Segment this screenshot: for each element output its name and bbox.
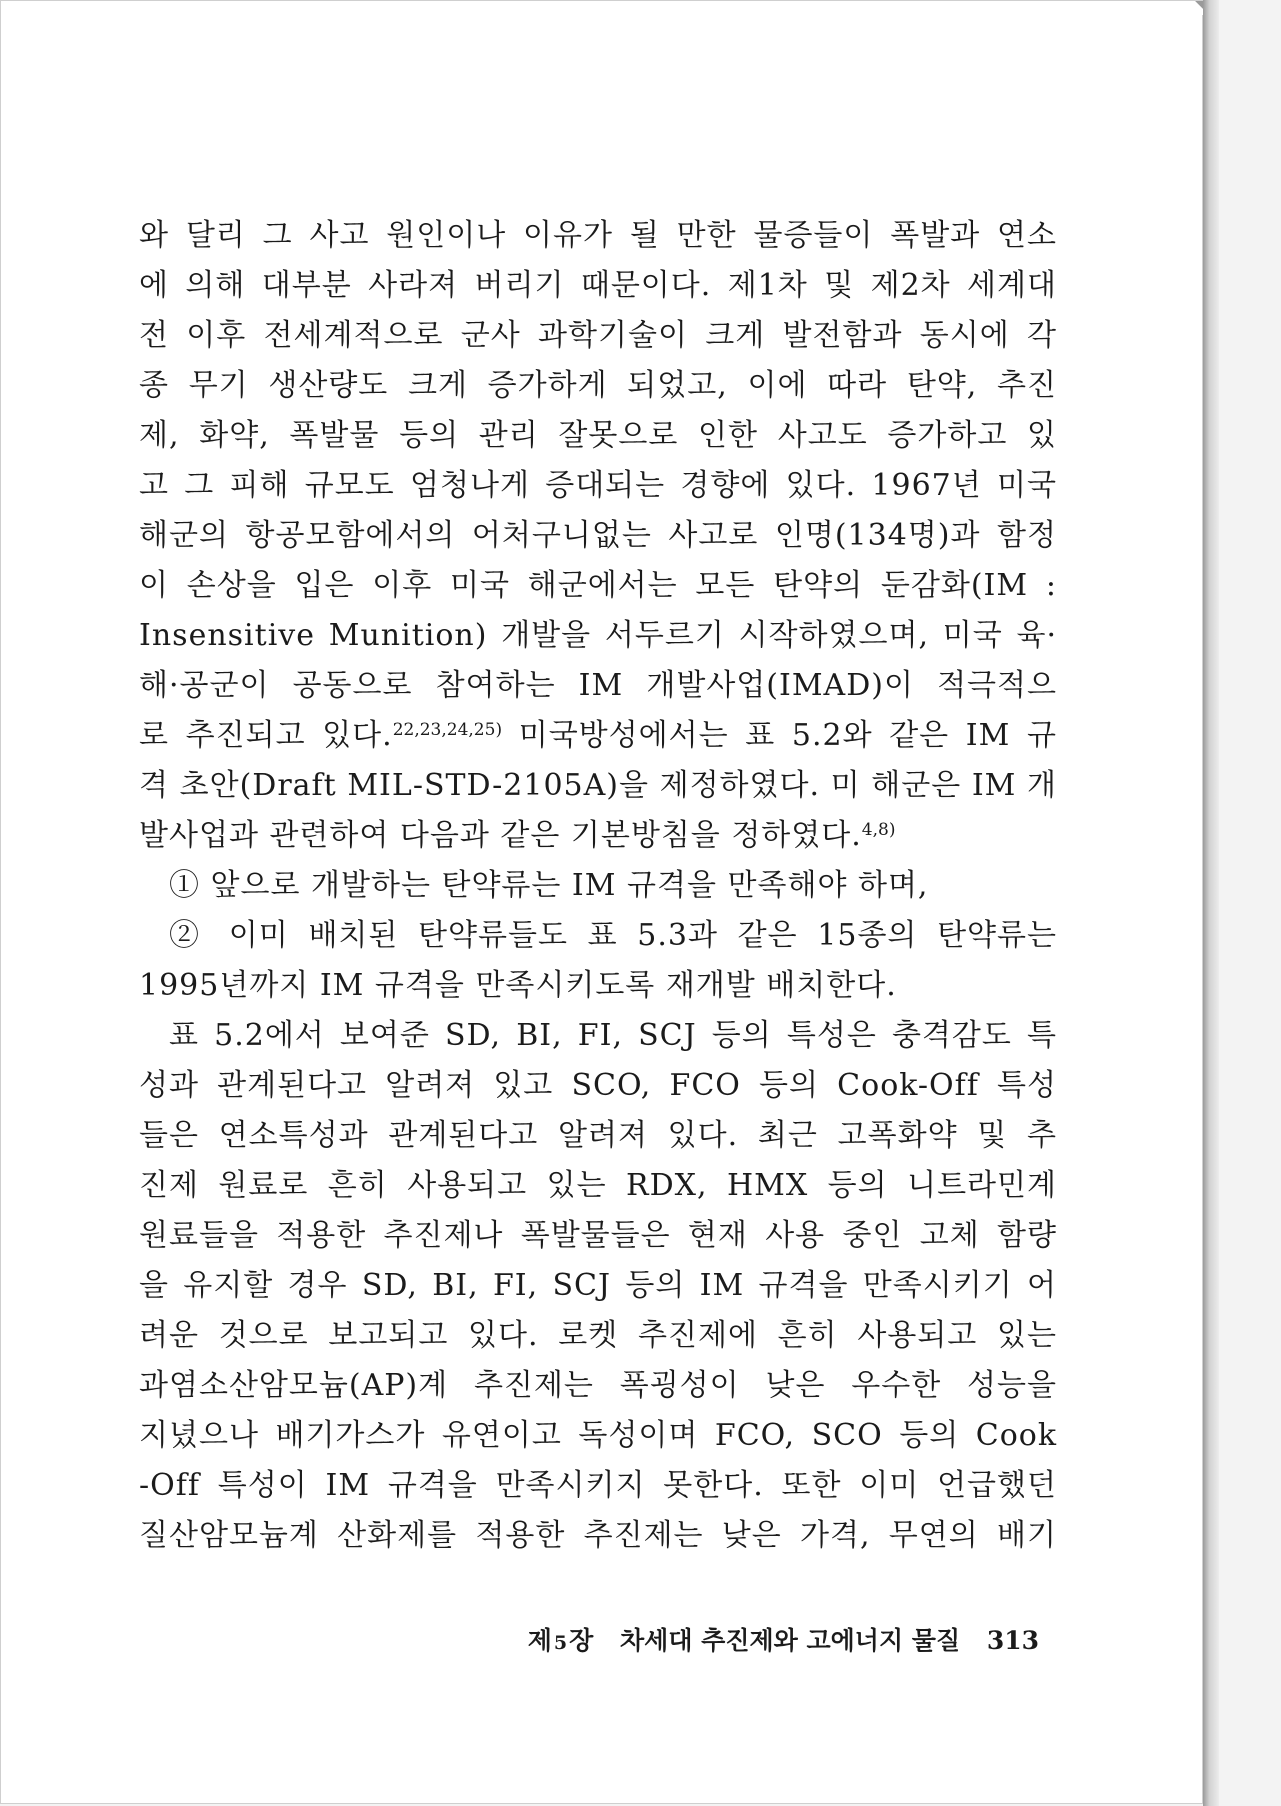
text-line-19: 들은 연소특성과 관계된다고 알려져 있다. 최근 고폭화약 및 추: [139, 1118, 1057, 1153]
text-line-20: 진제 원료로 흔히 사용되고 있는 RDX, HMX 등의 니트라민계: [139, 1168, 1057, 1203]
text-line-7: 해군의 항공모함에서의 어처구니없는 사고로 인명(134명)과 함정: [139, 518, 1057, 553]
citation-superscript: 22,23,24,25): [392, 720, 503, 740]
text-line-5: 제, 화약, 폭발물 등의 관리 잘못으로 인한 사고도 증가하고 있: [139, 418, 1057, 453]
text-line-12: 격 초안(Draft MIL-STD-2105A)을 제정하였다. 미 해군은 IM 개: [139, 768, 1057, 803]
text-line-23: 려운 것으로 보고되고 있다. 로켓 추진제에 흔히 사용되고 있는: [139, 1318, 1057, 1353]
text-line-1: 와 달리 그 사고 원인이나 이유가 될 만한 물증들이 폭발과 연소: [139, 218, 1057, 253]
text-line-2: 에 의해 대부분 사라져 버리기 때문이다. 제1차 및 제2차 세계대: [139, 268, 1057, 303]
text-line-18: 성과 관계된다고 알려져 있고 SCO, FCO 등의 Cook-Off 특성: [139, 1068, 1057, 1103]
chapter-label: 제 5장: [527, 1626, 594, 1655]
text-line-24: 과염소산암모늄(AP)계 추진제는 폭굉성이 낮은 우수한 성능을: [139, 1368, 1057, 1403]
list-item-1: ① 앞으로 개발하는 탄약류는 IM 규격을 만족해야 하며,: [169, 868, 929, 903]
text-line-8: 이 손상을 입은 이후 미국 해군에서는 모든 탄약의 둔감화(IM :: [139, 568, 1057, 603]
text-line-9: Insensitive Munition) 개발을 서두르기 시작하였으며, 미국 육·: [139, 618, 1057, 653]
text-line-4: 종 무기 생산량도 크게 증가하게 되었고, 이에 따라 탄약, 추진: [139, 368, 1057, 403]
body-text: [139, 211, 1057, 1561]
text-line-25: 지녔으나 배기가스가 유연이고 독성이며 FCO, SCO 등의 Cook: [139, 1418, 1057, 1453]
text-line-11: 로 추진되고 있다.$^{22,23,24,25)}$ 미국방성에서는 표 5.2와 같은 IM 규: [139, 718, 1057, 753]
text-line-21: 원료들을 적용한 추진제나 폭발물들은 현재 사용 중인 고체 함량: [139, 1218, 1057, 1253]
list-item-2: ② 이미 배치된 탄약류들도 표 5.3과 같은 15종의 탄약류는: [169, 918, 1057, 953]
text-line-10: 해·공군이 공동으로 참여하는 IM 개발사업(IMAD)이 적극적으: [139, 668, 1057, 703]
text-line-3: 전 이후 전세계적으로 군사 과학기술이 크게 발전함과 동시에 각: [139, 318, 1057, 353]
text-line-16: 1995년까지 IM 규격을 만족시키도록 재개발 배치한다.: [139, 968, 897, 1003]
text-line-26: -Off 특성이 IM 규격을 만족시키지 못한다. 또한 이미 언급했던: [139, 1468, 1057, 1503]
citation-superscript: 4,8): [861, 820, 896, 840]
text-line-13: 발사업과 관련하여 다음과 같은 기본방침을 정하였다.$^{4,8)}$: [139, 818, 896, 853]
text-line-22: 을 유지할 경우 SD, BI, FI, SCJ 등의 IM 규격을 만족시키기 어: [139, 1268, 1057, 1303]
page-number: 313: [986, 1626, 1039, 1655]
paragraph-start: 표 5.2에서 보여준 SD, BI, FI, SCJ 등의 특성은 충격감도 특: [169, 1018, 1057, 1053]
running-footer: [139, 1621, 1039, 1661]
page-edge-shadow: [1203, 0, 1219, 1806]
chapter-title: 차세대 추진제와 고에너지 물질: [620, 1626, 961, 1655]
text-line-6: 고 그 피해 규모도 엄청나게 증대되는 경향에 있다. 1967년 미국: [139, 468, 1057, 503]
text-line-27: 질산암모늄계 산화제를 적용한 추진제는 낮은 가격, 무연의 배기: [139, 1518, 1057, 1553]
